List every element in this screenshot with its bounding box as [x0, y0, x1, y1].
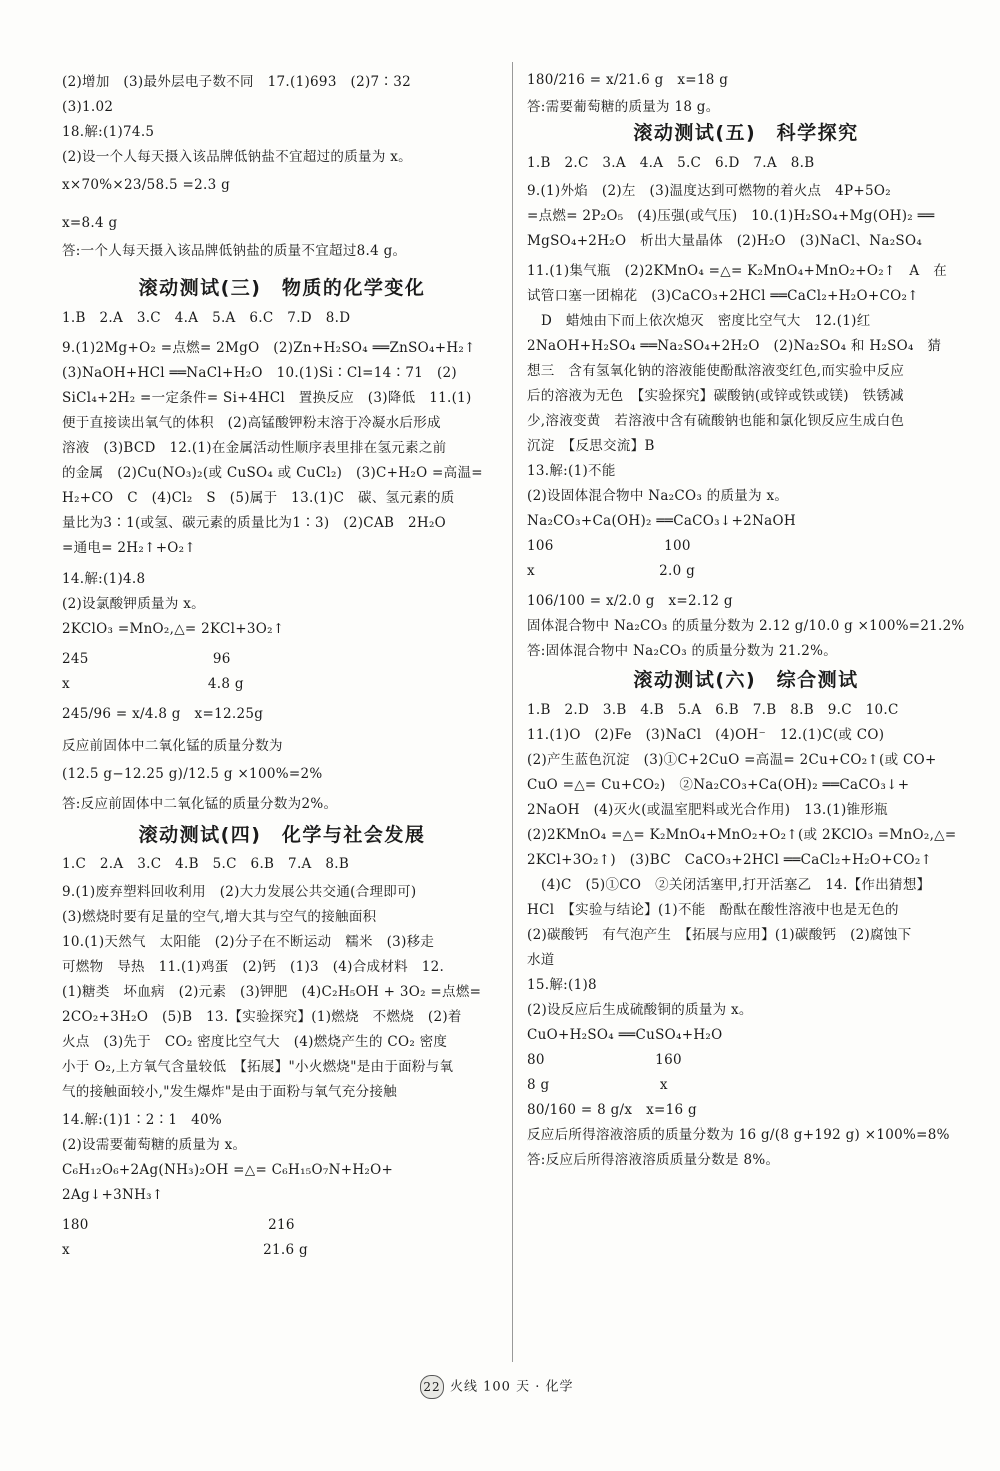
text-line: MgSO₄+2H₂O 析出大量晶体 (2)H₂O (3)NaCl、Na₂SO₄	[527, 233, 923, 249]
text-line: 答:固体混合物中 Na₂CO₃ 的质量分数为 21.2%。	[527, 643, 838, 659]
text-line: 沉淀 【反思交流】B	[527, 438, 655, 454]
text-line: (3)燃烧时要有足量的空气,增大其与空气的接触面积	[62, 909, 377, 925]
text-line: (2)2KMnO₄ =△= K₂MnO₄+MnO₂+O₂↑(或 2KClO₃ =MnO₂,△=	[527, 827, 957, 843]
text-line: 9.(1)废弃塑料回收利用 (2)大力发展公共交通(合理即可)	[62, 884, 417, 900]
text-line: (2)设固体混合物中 Na₂CO₃ 的质量为 x。	[527, 488, 789, 504]
text-line: 固体混合物中 Na₂CO₃ 的质量分数为 2.12 g/10.0 g ×100%=21.2%	[527, 618, 965, 634]
section-title: 滚动测试(四) 化学与社会发展	[138, 824, 426, 846]
text-line: 1.B 2.D 3.B 4.B 5.A 6.B 7.B 8.B 9.C 10.C	[527, 702, 899, 718]
text-line: (2)增加 (3)最外层电子数不同 17.(1)693 (2)7∶32	[62, 74, 411, 90]
text-line: 量比为3∶1(或氢、碳元素的质量比为1∶3) (2)CAB 2H₂O	[62, 515, 447, 531]
text-line: 后的溶液为无色 【实验探究】碳酸钠(或锌或铁或镁) 铁锈减	[527, 388, 904, 404]
text-line: 2KClO₃ =MnO₂,△= 2KCl+3O₂↑	[62, 621, 285, 637]
text-line: 10.(1)天然气 太阳能 (2)分子在不断运动 糯米 (3)移走	[62, 934, 435, 950]
text-line: x 2.0 g	[527, 563, 696, 579]
text-line: HCl 【实验与结论】(1)不能 酚酞在酸性溶液中也是无色的	[527, 902, 899, 918]
text-line: 想三 含有氢氧化钠的溶液能使酚酞溶液变红色,而实验中反应	[527, 363, 905, 379]
section-title: 滚动测试(六) 综合测试	[633, 669, 859, 691]
text-line: 245 96	[62, 651, 231, 667]
page-number: 22	[420, 1375, 444, 1399]
text-line: (2)设需要葡萄糖的质量为 x。	[62, 1137, 247, 1153]
text-line: (2)设反应后生成硫酸铜的质量为 x。	[527, 1002, 753, 1018]
text-line: (2)设氯酸钾质量为 x。	[62, 596, 205, 612]
section-title: 滚动测试(三) 物质的化学变化	[138, 277, 426, 299]
text-line: 可燃物 导热 11.(1)鸡蛋 (2)钙 (1)3 (4)合成材料 12.	[62, 959, 445, 975]
footer-text: 火线 100 天 · 化学	[450, 1379, 574, 1395]
text-line: 11.(1)O (2)Fe (3)NaCl (4)OH⁻ 12.(1)C(或 CO)	[527, 727, 885, 743]
page-footer	[420, 1375, 610, 1399]
text-line: =点燃= 2P₂O₅ (4)压强(或气压) 10.(1)H₂SO₄+Mg(OH)₂ ══	[527, 208, 935, 224]
text-line: 试管口塞一团棉花 (3)CaCO₃+2HCl ══CaCl₂+H₂O+CO₂↑	[527, 288, 919, 304]
text-line: 答:需要葡萄糖的质量为 18 g。	[527, 99, 720, 115]
text-line: H₂+CO C (4)Cl₂ S (5)属于 13.(1)C 碳、氢元素的质	[62, 490, 455, 506]
text-line: 少,溶液变黄 若溶液中含有硫酸钠也能和氯化钡反应生成白色	[527, 413, 905, 429]
text-line: D 蜡烛由下而上依次熄灭 密度比空气大 12.(1)红	[541, 313, 871, 329]
text-line: 8 g x	[527, 1077, 668, 1093]
text-line: 180/216 = x/21.6 g x=18 g	[527, 72, 729, 88]
text-line: 180 216	[62, 1217, 295, 1233]
text-line: 的金属 (2)Cu(NO₃)₂(或 CuSO₄ 或 CuCl₂) (3)C+H₂O =高温=	[62, 465, 483, 481]
text-line: 答:一个人每天摄入该品牌低钠盐的质量不宜超过8.4 g。	[62, 243, 407, 259]
text-line: 反应前固体中二氧化锰的质量分数为	[62, 738, 283, 754]
text-line: 2KCl+3O₂↑) (3)BC CaCO₃+2HCl ══CaCl₂+H₂O+CO₂↑	[527, 852, 933, 868]
text-line: 9.(1)外焰 (2)左 (3)温度达到可燃物的着火点 4P+5O₂	[527, 183, 892, 199]
text-line: 气的接触面较小,"发生爆炸"是由于面粉与氧气充分接触	[62, 1084, 398, 1100]
text-line: 80 160	[527, 1052, 682, 1068]
text-line: CuO =△= Cu+CO₂) ②Na₂CO₃+Ca(OH)₂ ══CaCO₃↓+	[527, 777, 910, 793]
text-line: 80/160 = 8 g/x x=16 g	[527, 1102, 697, 1118]
text-line: (12.5 g−12.25 g)/12.5 g ×100%=2%	[62, 766, 323, 782]
text-line: 答:反应前固体中二氧化锰的质量分数为2%。	[62, 796, 338, 812]
text-line: 14.解:(1)4.8	[62, 571, 146, 587]
text-line: 1.B 2.A 3.C 4.A 5.A 6.C 7.D 8.D	[62, 310, 351, 326]
text-line: =通电= 2H₂↑+O₂↑	[62, 540, 197, 556]
text-line: 答:反应后所得溶液溶质质量分数是 8%。	[527, 1152, 780, 1168]
text-line: (4)C (5)①CO ②关闭活塞甲,打开活塞乙 14.【作出猜想】	[541, 877, 931, 893]
text-line: C₆H₁₂O₆+2Ag(NH₃)₂OH =△= C₆H₁₅O₇N+H₂O+	[62, 1162, 394, 1178]
text-line: 18.解:(1)74.5	[62, 124, 155, 140]
text-line: 2CO₂+3H₂O (5)B 13.【实验探究】(1)燃烧 不燃烧 (2)着	[62, 1009, 462, 1025]
text-line: 14.解:(1)1∶2∶1 40%	[62, 1112, 223, 1128]
text-line: x×70%×23/58.5 =2.3 g	[62, 177, 231, 193]
text-line: 245/96 = x/4.8 g x=12.25g	[62, 706, 264, 722]
text-line: CuO+H₂SO₄ ══CuSO₄+H₂O	[527, 1027, 723, 1043]
text-line: 2NaOH (4)灭火(或温室肥料或光合作用) 13.(1)锥形瓶	[527, 802, 888, 818]
text-line: (2)设一个人每天摄入该品牌低钠盐不宜超过的质量为 x。	[62, 149, 412, 165]
text-line: 火点 (3)先于 CO₂ 密度比空气大 (4)燃烧产生的 CO₂ 密度	[62, 1034, 448, 1050]
text-line: 2NaOH+H₂SO₄ ══Na₂SO₄+2H₂O (2)Na₂SO₄ 和 H₂SO₄ 猜	[527, 338, 942, 354]
text-line: 13.解:(1)不能	[527, 463, 616, 479]
text-line: x 21.6 g	[62, 1242, 308, 1258]
text-line: 1.B 2.C 3.A 4.A 5.C 6.D 7.A 8.B	[527, 155, 815, 171]
text-line: (1)糖类 坏血病 (2)元素 (3)钾肥 (4)C₂H₅OH + 3O₂ =点燃=	[62, 984, 482, 1000]
text-line: x=8.4 g	[62, 215, 118, 231]
text-line: 106/100 = x/2.0 g x=2.12 g	[527, 593, 733, 609]
text-line: 11.(1)集气瓶 (2)2KMnO₄ =△= K₂MnO₄+MnO₂+O₂↑ A 在	[527, 263, 948, 279]
text-line: 2Ag↓+3NH₃↑	[62, 1187, 164, 1203]
column-divider	[512, 62, 513, 1362]
text-line: x 4.8 g	[62, 676, 244, 692]
text-line: (3)NaOH+HCl ══NaCl+H₂O 10.(1)Si∶Cl=14∶71 (2)	[62, 365, 457, 381]
text-line: 水道	[527, 952, 555, 968]
text-line: 106 100	[527, 538, 691, 554]
text-line: 9.(1)2Mg+O₂ =点燃= 2MgO (2)Zn+H₂SO₄ ══ZnSO₄+H₂↑	[62, 340, 476, 356]
text-line: (2)产生蓝色沉淀 (3)①C+2CuO =高温= 2Cu+CO₂↑(或 CO+	[527, 752, 937, 768]
text-line: SiCl₄+2H₂ =一定条件= Si+4HCl 置换反应 (3)降低 11.(1)	[62, 390, 472, 406]
text-line: 反应后所得溶液溶质的质量分数为 16 g/(8 g+192 g) ×100%=8%	[527, 1127, 950, 1143]
text-line: (2)碳酸钙 有气泡产生 【拓展与应用】(1)碳酸钙 (2)腐蚀下	[527, 927, 912, 943]
text-line: Na₂CO₃+Ca(OH)₂ ══CaCO₃↓+2NaOH	[527, 513, 796, 529]
text-line: 小于 O₂,上方氧气含量较低 【拓展】"小火燃烧"是由于面粉与氧	[62, 1059, 454, 1075]
text-line: 1.C 2.A 3.C 4.B 5.C 6.B 7.A 8.B	[62, 856, 350, 872]
section-title: 滚动测试(五) 科学探究	[633, 122, 859, 144]
text-line: (3)1.02	[62, 99, 114, 115]
text-line: 溶液 (3)BCD 12.(1)在金属活动性顺序表里排在氢元素之前	[62, 440, 447, 456]
text-line: 便于直接读出氧气的体积 (2)高锰酸钾粉末溶于冷凝水后形成	[62, 415, 441, 431]
text-line: 15.解:(1)8	[527, 977, 597, 993]
